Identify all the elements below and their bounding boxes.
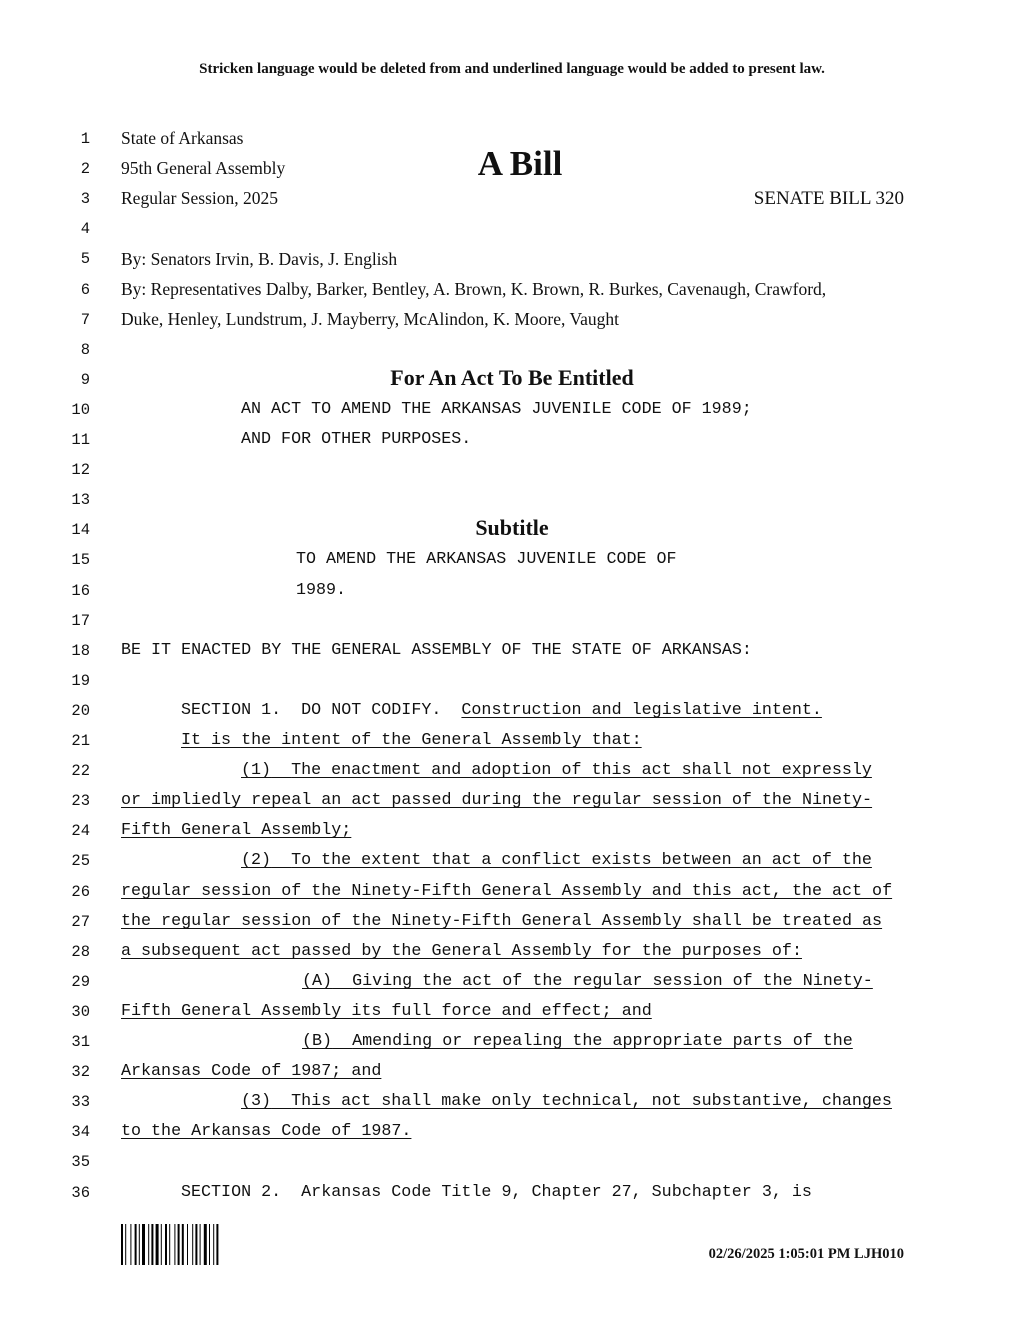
barcode-bar [151, 1224, 153, 1265]
line-number: 36 [71, 1184, 90, 1202]
subparagraph-a-line-2: Fifth General Assembly its full force and effect; and [121, 1002, 652, 1021]
line-number: 1 [80, 130, 90, 148]
subparagraph-b-line-2: Arkansas Code of 1987; and [121, 1062, 382, 1081]
line-number: 16 [71, 582, 90, 600]
paragraph-text: Amending or repealing the appropriate parts of the [352, 1032, 853, 1051]
paragraph-3-line-2: to the Arkansas Code of 1987. [121, 1122, 412, 1141]
bill-number: SENATE BILL 320 [753, 188, 904, 209]
line-number: 6 [80, 281, 90, 299]
paragraph-3-line-1 [241, 1093, 892, 1111]
barcode-graphic [121, 1224, 249, 1265]
strike-underline-notice: Stricken language would be deleted from and underlined language would be added to present law. [199, 61, 825, 77]
house-sponsors-line-2: Duke, Henley, Lundstrum, J. Mayberry, McAlindon, K. Moore, Vaught [121, 309, 620, 329]
paragraph-1-line-2: or impliedly repeal an act passed during the regular session of the Ninety- [121, 791, 873, 810]
barcode-bar [148, 1224, 149, 1265]
title-line-1: AN ACT TO AMEND THE ARKANSAS JUVENILE CODE OF 1989; [241, 400, 752, 419]
barcode-bar [209, 1224, 210, 1265]
section-1-caption: Construction and legislative intent. [461, 701, 822, 720]
paragraph-text: To the extent that a conflict exists between an act of the [291, 851, 872, 870]
enacting-clause: BE IT ENACTED BY THE GENERAL ASSEMBLY OF THE STATE OF ARKANSAS: [121, 641, 752, 660]
paragraph-2-line-1 [241, 852, 872, 870]
line-number: 2 [80, 160, 90, 178]
line-number: 7 [80, 311, 90, 329]
line-number: 13 [71, 491, 90, 509]
line-number: 31 [71, 1033, 90, 1051]
line-number: 18 [71, 642, 90, 660]
barcode-bar [169, 1224, 170, 1265]
line-number: 26 [71, 883, 90, 901]
barcode-image [121, 1224, 249, 1265]
subtitle-heading: Subtitle [475, 515, 549, 540]
paragraph-text: This act shall make only technical, not substantive, changes [291, 1092, 892, 1111]
assembly-name: 95th General Assembly [121, 158, 286, 178]
line-number: 4 [80, 220, 90, 238]
subtitle-line-2: 1989. [296, 581, 347, 600]
barcode-bar [130, 1224, 131, 1265]
barcode-bar [135, 1224, 137, 1265]
line-number: 32 [71, 1063, 90, 1081]
barcode-bar [192, 1224, 193, 1265]
paragraph-text: Giving the act of the regular session of the Ninety- [352, 972, 873, 991]
session-name: Regular Session, 2025 [121, 188, 279, 208]
paragraph-2-line-4: a subsequent act passed by the General Assembly for the purposes of: [121, 942, 802, 961]
line-number: 22 [71, 762, 90, 780]
title-heading: For An Act To Be Entitled [390, 365, 634, 390]
line-number: 10 [71, 401, 90, 419]
section-1-heading [181, 702, 822, 720]
barcode-bar [121, 1224, 123, 1265]
paragraph-number: (1) [241, 761, 272, 780]
barcode-bar [200, 1224, 201, 1265]
line-number: 17 [71, 612, 90, 630]
barcode-bar [204, 1224, 207, 1265]
barcode-bar [139, 1224, 140, 1265]
senate-sponsors: By: Senators Irvin, B. Davis, J. English [121, 249, 398, 269]
line-number: 15 [71, 551, 90, 569]
line-number: 28 [71, 943, 90, 961]
state-name: State of Arkansas [121, 128, 244, 148]
paragraph-2-line-3: the regular session of the Ninety-Fifth General Assembly shall be treated as [121, 912, 883, 931]
line-number: 29 [71, 973, 90, 991]
paragraph-number: (A) [302, 972, 333, 991]
print-timestamp: 02/26/2025 1:05:01 PM LJH010 [708, 1246, 904, 1262]
line-number: 35 [71, 1153, 90, 1171]
title-line-2: AND FOR OTHER PURPOSES. [241, 430, 472, 449]
barcode-bar [213, 1224, 214, 1265]
paragraph-1-line-3: Fifth General Assembly; [121, 821, 352, 840]
subtitle-line-1: TO AMEND THE ARKANSAS JUVENILE CODE OF [296, 550, 677, 569]
paragraph-2-line-2: regular session of the Ninety-Fifth General Assembly and this act, the act of [121, 882, 893, 901]
line-number: 3 [80, 190, 90, 208]
paragraph-number: (3) [241, 1092, 272, 1111]
line-number: 11 [71, 431, 90, 449]
line-number: 14 [71, 521, 90, 539]
section-1-intro: It is the intent of the General Assembly that: [181, 731, 642, 750]
document-type-heading: A Bill [477, 144, 563, 183]
barcode-bar [161, 1224, 162, 1265]
barcode-bar [178, 1224, 180, 1265]
barcode-bar [165, 1224, 167, 1265]
barcode-bar [195, 1224, 197, 1265]
paragraph-number: (2) [241, 851, 272, 870]
line-number: 5 [80, 250, 90, 268]
barcode-bar [216, 1224, 218, 1265]
line-number: 8 [80, 341, 90, 359]
paragraph-1-line-1 [241, 762, 872, 780]
barcode-bar [142, 1224, 145, 1265]
line-number: 25 [71, 852, 90, 870]
line-number: 34 [71, 1123, 90, 1141]
line-number: 33 [71, 1093, 90, 1111]
section-1-label: SECTION 1. DO NOT CODIFY. [181, 701, 442, 720]
line-number: 12 [71, 461, 90, 479]
subparagraph-b-line-1 [302, 1033, 853, 1051]
barcode-bar [125, 1224, 126, 1265]
line-number: 9 [80, 371, 90, 389]
line-number: 19 [71, 672, 90, 690]
barcode-bar [174, 1224, 175, 1265]
line-number: 24 [71, 822, 90, 840]
line-number: 23 [71, 792, 90, 810]
section-2-line-1: SECTION 2. Arkansas Code Title 9, Chapter 27, Subchapter 3, is [181, 1183, 812, 1202]
paragraph-number: (B) [302, 1032, 333, 1051]
line-number: 21 [71, 732, 90, 750]
barcode-bar [156, 1224, 159, 1265]
line-number: 30 [71, 1003, 90, 1021]
line-number: 27 [71, 913, 90, 931]
subparagraph-a-line-1 [302, 973, 873, 991]
barcode-bar [187, 1224, 188, 1265]
line-number: 20 [71, 702, 90, 720]
house-sponsors-line-1: By: Representatives Dalby, Barker, Bentley, A. Brown, K. Brown, R. Burkes, Cavenaugh, Crawford, [121, 279, 827, 299]
barcode-bar [182, 1224, 184, 1265]
paragraph-text: The enactment and adoption of this act shall not expressly [291, 761, 872, 780]
